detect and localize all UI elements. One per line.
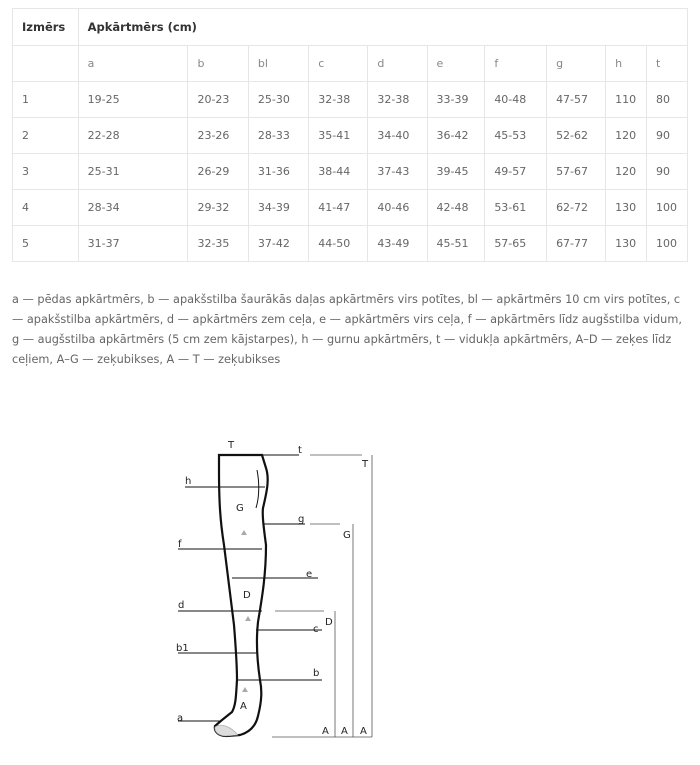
value-cell-a: 25-31 xyxy=(78,154,188,190)
value-cell-f: 53-61 xyxy=(485,190,547,226)
value-cell-g: 67-77 xyxy=(547,226,606,262)
value-cell-d: 40-46 xyxy=(368,190,427,226)
size-cell: 2 xyxy=(13,118,79,154)
value-cell-d: 34-40 xyxy=(368,118,427,154)
value-cell-bl: 34-39 xyxy=(248,190,308,226)
value-cell-c: 38-44 xyxy=(309,154,368,190)
value-cell-t: 90 xyxy=(647,118,688,154)
value-cell-a: 31-37 xyxy=(78,226,188,262)
value-cell-b: 26-29 xyxy=(188,154,248,190)
value-cell-b: 29-32 xyxy=(188,190,248,226)
A-bottom-label-3: A xyxy=(360,726,367,737)
h-label: h xyxy=(185,476,192,487)
value-cell-c: 41-47 xyxy=(309,190,368,226)
size-cell: 5 xyxy=(13,226,79,262)
value-cell-f: 57-65 xyxy=(485,226,547,262)
value-cell-g: 57-67 xyxy=(547,154,606,190)
size-cell: 1 xyxy=(13,82,79,118)
value-cell-d: 37-43 xyxy=(368,154,427,190)
value-cell-g: 62-72 xyxy=(547,190,606,226)
column-header-f: f xyxy=(485,46,547,82)
size-cell: 4 xyxy=(13,190,79,226)
column-header-g: g xyxy=(547,46,606,82)
d-label: d xyxy=(178,600,185,611)
value-cell-c: 35-41 xyxy=(309,118,368,154)
value-cell-bl: 31-36 xyxy=(248,154,308,190)
size-column-header: Izmērs xyxy=(13,9,79,46)
c-label: c xyxy=(313,624,319,635)
value-cell-e: 39-45 xyxy=(427,154,485,190)
value-cell-a: 19-25 xyxy=(78,82,188,118)
column-header-b: b xyxy=(188,46,248,82)
value-cell-f: 49-57 xyxy=(485,154,547,190)
D-inside-label: D xyxy=(243,590,251,601)
value-cell-b: 32-35 xyxy=(188,226,248,262)
value-cell-g: 52-62 xyxy=(547,118,606,154)
value-cell-d: 32-38 xyxy=(368,82,427,118)
value-cell-t: 90 xyxy=(647,154,688,190)
value-cell-h: 120 xyxy=(606,154,647,190)
t-label: t xyxy=(298,445,302,456)
a-label: a xyxy=(177,713,184,724)
column-header-c: c xyxy=(309,46,368,82)
value-cell-h: 130 xyxy=(606,190,647,226)
column-header-a: a xyxy=(78,46,188,82)
G-bracket-label: G xyxy=(343,530,351,541)
value-cell-e: 42-48 xyxy=(427,190,485,226)
value-cell-h: 120 xyxy=(606,118,647,154)
value-cell-b: 20-23 xyxy=(188,82,248,118)
value-cell-t: 80 xyxy=(647,82,688,118)
b1-label: b1 xyxy=(176,643,189,654)
A-bottom-label-1: A xyxy=(322,726,329,737)
value-cell-g: 47-57 xyxy=(547,82,606,118)
column-header-d: d xyxy=(368,46,427,82)
column-header-t: t xyxy=(647,46,688,82)
column-header-h: h xyxy=(606,46,647,82)
value-cell-c: 32-38 xyxy=(309,82,368,118)
A-inside-label: A xyxy=(240,701,247,712)
value-cell-t: 100 xyxy=(647,226,688,262)
b-label: b xyxy=(313,668,320,679)
value-cell-bl: 25-30 xyxy=(248,82,308,118)
value-cell-f: 40-48 xyxy=(485,82,547,118)
size-cell: 3 xyxy=(13,154,79,190)
D-bracket-label: D xyxy=(325,617,333,628)
value-cell-bl: 28-33 xyxy=(248,118,308,154)
measurement-legend: a — pēdas apkārtmērs, b — apakšstilba šaurākās daļas apkārtmērs virs potītes, bl — apkārtmērs 10 cm virs potītes, c — apakšstilba apkārtmērs, d — apkārtmērs zem ceļa, e — apkārtmērs virs ceļa, f — apkārtmērs līdz augšstilba vidum, g — augšstilba apkārtmērs (5 cm zem kājstarpes), h — gurnu apkārtmērs, t — vidukļa apkārtmērs, A–D — zeķes līdz ceļiem, A–G — zeķubikses, A — T — zeķubikses xyxy=(12,293,682,366)
circumference-group-header: Apkārtmērs (cm) xyxy=(78,9,687,46)
A-bottom-label-2: A xyxy=(341,726,348,737)
leg-outline xyxy=(215,455,268,736)
T-top-label: T xyxy=(228,440,235,451)
value-cell-c: 44-50 xyxy=(309,226,368,262)
value-cell-d: 43-49 xyxy=(368,226,427,262)
f-label: f xyxy=(178,539,182,550)
e-label: e xyxy=(306,569,313,580)
value-cell-a: 22-28 xyxy=(78,118,188,154)
value-cell-h: 110 xyxy=(606,82,647,118)
value-cell-e: 33-39 xyxy=(427,82,485,118)
T-bracket-label: T xyxy=(362,459,369,470)
value-cell-e: 36-42 xyxy=(427,118,485,154)
value-cell-f: 45-53 xyxy=(485,118,547,154)
value-cell-h: 130 xyxy=(606,226,647,262)
value-cell-bl: 37-42 xyxy=(248,226,308,262)
value-cell-t: 100 xyxy=(647,190,688,226)
G-inside-label: G xyxy=(236,503,244,514)
column-header-e: e xyxy=(427,46,485,82)
value-cell-a: 28-34 xyxy=(78,190,188,226)
column-header-bl: bl xyxy=(248,46,308,82)
value-cell-e: 45-51 xyxy=(427,226,485,262)
value-cell-b: 23-26 xyxy=(188,118,248,154)
g-label: g xyxy=(298,514,305,525)
